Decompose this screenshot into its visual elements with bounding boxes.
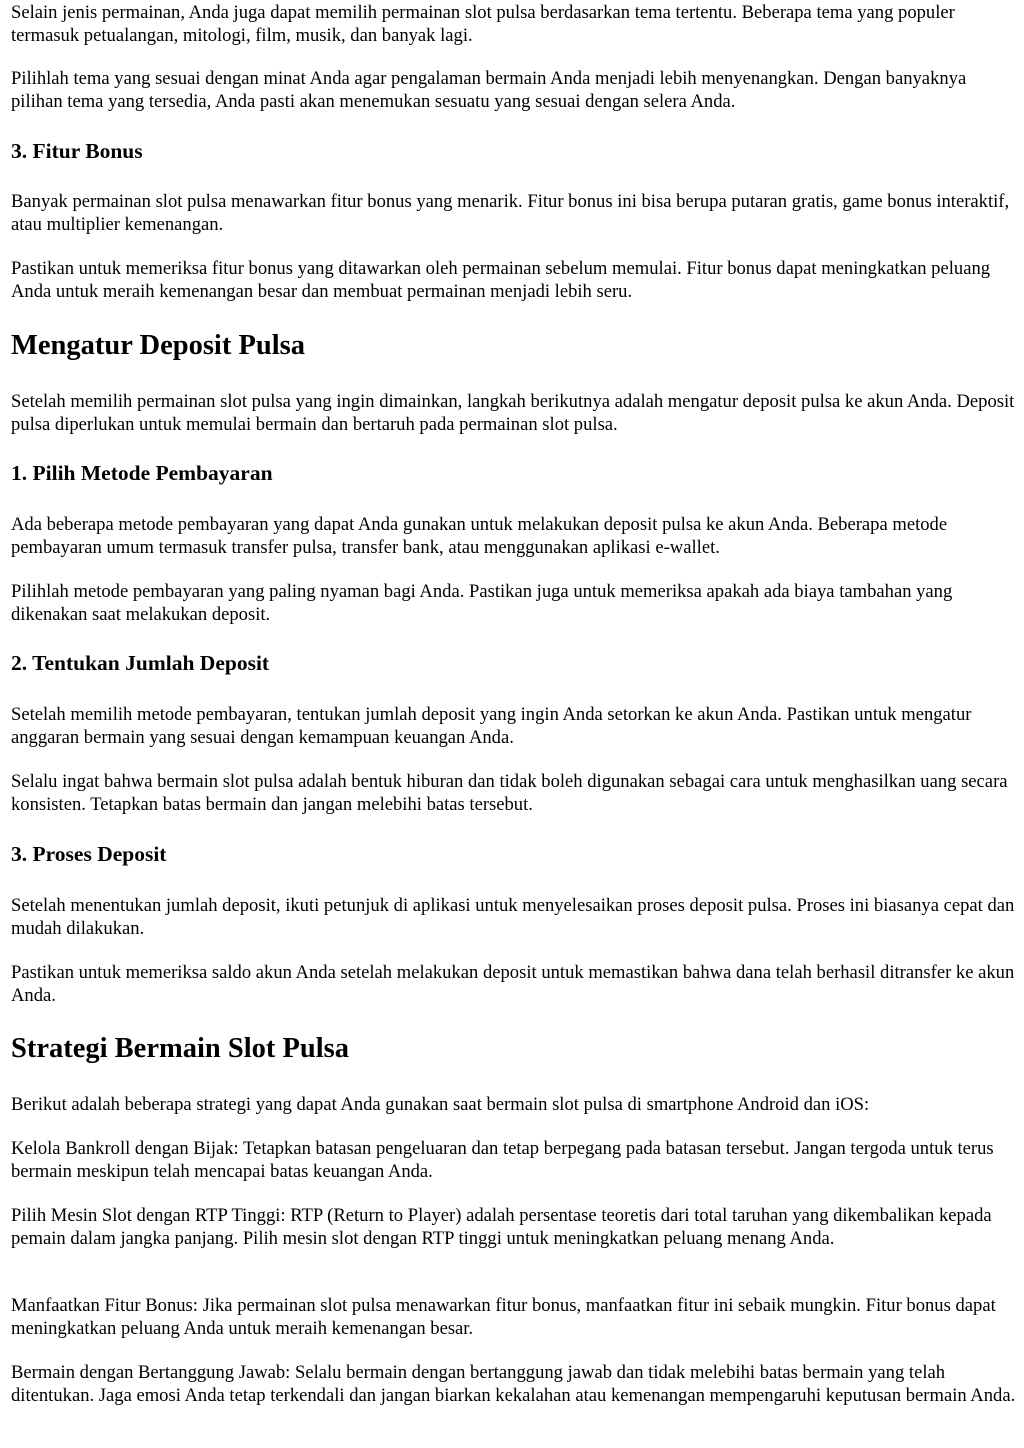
paragraph-pilih-metode: Pilihlah metode pembayaran yang paling nyaman bagi Anda. Pastikan juga untuk memeriksa apakah ada biaya tambahan yang dikenakan saat melakukan deposit. xyxy=(11,581,953,625)
paragraph-batas-bermain: Selalu ingat bahwa bermain slot pulsa adalah bentuk hiburan dan tidak boleh digunakan sebagai cara untuk menghasilkan uang secara konsisten. Tetapkan batas bermain dan jangan melebihi batas tersebut. xyxy=(11,771,1008,815)
heading-metode-pembayaran: 1. Pilih Metode Pembayaran xyxy=(11,461,273,485)
heading-mengatur-deposit: Mengatur Deposit Pulsa xyxy=(11,330,305,361)
heading-jumlah-deposit: 2. Tentukan Jumlah Deposit xyxy=(11,651,270,675)
heading-strategi-bermain: Strategi Bermain Slot Pulsa xyxy=(11,1033,350,1064)
paragraph-periksa-saldo: Pastikan untuk memeriksa saldo akun Anda setelah melakukan deposit untuk memastikan bahwa dana telah berhasil ditransfer ke akun Anda. xyxy=(11,962,1015,1006)
paragraph-jumlah-deposit: Setelah memilih metode pembayaran, tentukan jumlah deposit yang ingin Anda setorkan ke akun Anda. Pastikan untuk mengatur anggaran bermain yang sesuai dengan kemampuan keuangan Anda. xyxy=(11,704,972,748)
paragraph-periksa-bonus: Pastikan untuk memeriksa fitur bonus yang ditawarkan oleh permainan sebelum memulai. Fitur bonus dapat meningkatkan peluang Anda untuk meraih kemenangan besar dan membuat permainan menjadi lebih seru. xyxy=(11,258,991,302)
paragraph-mengatur-deposit: Setelah memilih permainan slot pulsa yang ingin dimainkan, langkah berikutnya adalah mengatur deposit pulsa ke akun Anda. Deposit pulsa diperlukan untuk memulai bermain dan bertaruh pada permainan slot pulsa. xyxy=(11,391,1015,435)
paragraph-kelola-bankroll: Kelola Bankroll dengan Bijak: Tetapkan batasan pengeluaran dan tetap berpegang pada batasan tersebut. Jangan tergoda untuk terus bermain meskipun telah mencapai batas keuangan Anda. xyxy=(11,1138,994,1182)
paragraph-proses-deposit: Setelah menentukan jumlah deposit, ikuti petunjuk di aplikasi untuk menyelesaikan proses deposit pulsa. Proses ini biasanya cepat dan mudah dilakukan. xyxy=(11,895,1015,939)
paragraph-rtp-tinggi: Pilih Mesin Slot dengan RTP Tinggi: RTP (Return to Player) adalah persentase teoretis dari total taruhan yang dikembalikan kepada pemain dalam jangka panjang. Pilih mesin slot dengan RTP tinggi untuk meningkatkan peluang menang Anda. xyxy=(11,1205,992,1249)
paragraph-tema: Selain jenis permainan, Anda juga dapat memilih permainan slot pulsa berdasarkan tema tertentu. Beberapa tema yang populer termasuk petualangan, mitologi, film, musik, dan banyak lagi. xyxy=(11,2,955,46)
paragraph-bertanggung-jawab: Bermain dengan Bertanggung Jawab: Selalu bermain dengan bertanggung jawab dan tidak melebihi batas bermain yang telah ditentukan. Jaga emosi Anda tetap terkendali dan jangan biarkan kekalahan atau kemenangan mempengaruhi keputusan bermain Anda. xyxy=(11,1362,1016,1406)
paragraph-manfaatkan-bonus: Manfaatkan Fitur Bonus: Jika permainan slot pulsa menawarkan fitur bonus, manfaatkan fitur ini sebaik mungkin. Fitur bonus dapat meningkatkan peluang Anda untuk meraih kemenangan besar. xyxy=(11,1295,996,1339)
heading-proses-deposit: 3. Proses Deposit xyxy=(11,842,167,866)
paragraph-fitur-bonus: Banyak permainan slot pulsa menawarkan fitur bonus yang menarik. Fitur bonus ini bisa berupa putaran gratis, game bonus interaktif, atau multiplier kemenangan. xyxy=(11,191,1010,235)
paragraph-metode-pembayaran: Ada beberapa metode pembayaran yang dapat Anda gunakan untuk melakukan deposit pulsa ke akun Anda. Beberapa metode pembayaran umum termasuk transfer pulsa, transfer bank, atau menggunakan aplikasi e-wallet. xyxy=(11,514,948,558)
paragraph-strategi-intro: Berikut adalah beberapa strategi yang dapat Anda gunakan saat bermain slot pulsa di smartphone Android dan iOS: xyxy=(11,1094,870,1115)
paragraph-pilih-tema: Pilihlah tema yang sesuai dengan minat Anda agar pengalaman bermain Anda menjadi lebih menyenangkan. Dengan banyaknya pilihan tema yang tersedia, Anda pasti akan menemukan sesuatu yang sesuai dengan selera Anda. xyxy=(11,68,967,112)
heading-fitur-bonus: 3. Fitur Bonus xyxy=(11,139,143,163)
